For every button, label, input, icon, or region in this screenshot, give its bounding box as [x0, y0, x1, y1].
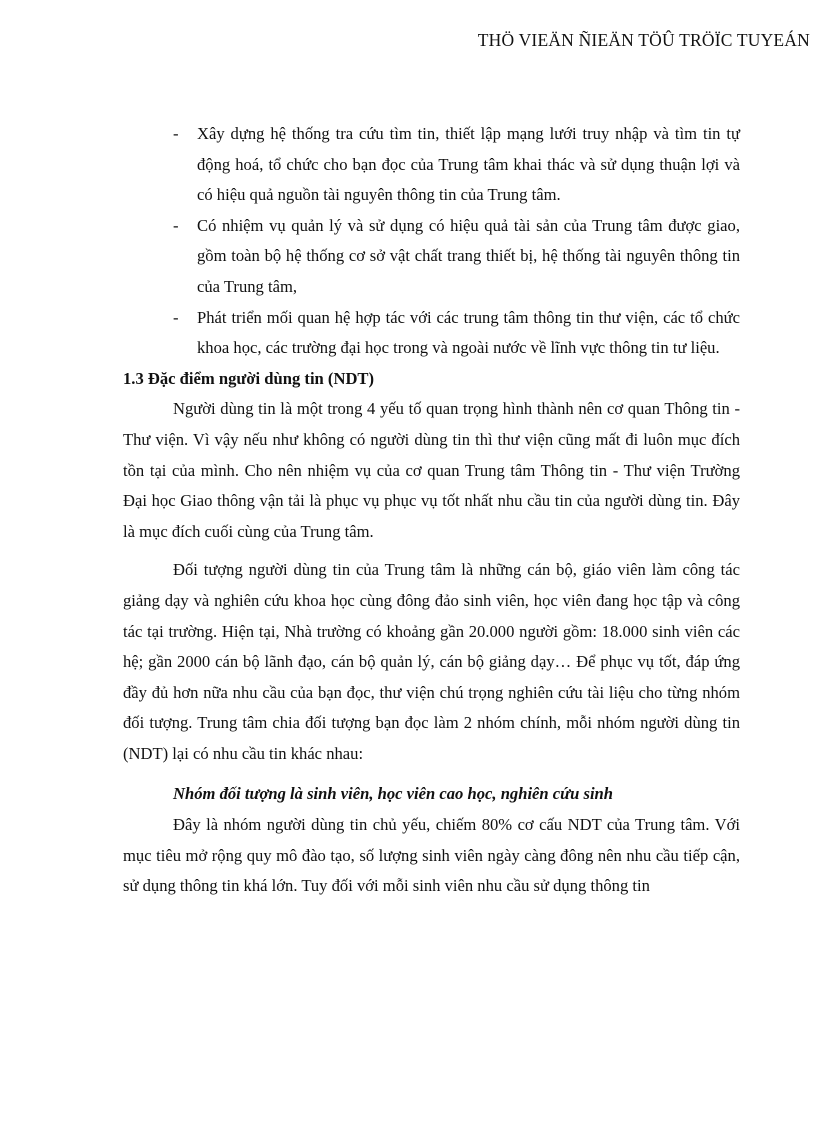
document-body: [123, 119, 740, 902]
bullet-item: [123, 303, 740, 364]
body-paragraph: Đối tượng người dùng tin của Trung tâm là những cán bộ, giáo viên làm công tác giảng dạy và nghiên cứu khoa học cùng đông đảo sinh viên, học viên đang học tập và công tác tại trường. Hiện tại, Nhà trường có khoảng gần 20.000 người gồm: 18.000 sinh viên các hệ; gần 2000 cán bộ lãnh đạo, cán bộ quản lý, cán bộ giảng dạy… Để phục vụ tốt, đáp ứng đầy đủ hơn nữa nhu cầu của bạn đọc, thư viện chú trọng nghiên cứu tài liệu cho từng nhóm đối tượng. Trung tâm chia đối tượng bạn đọc làm 2 nhóm chính, mỗi nhóm người dùng tin (NDT) lại có nhu cầu tin khác nhau:: [123, 560, 740, 763]
bullet-item: [123, 211, 740, 303]
bullet-text: Phát triển mối quan hệ hợp tác với các trung tâm thông tin thư viện, các tổ chức khoa học, các trường đại học trong và ngoài nước về lĩnh vực thông tin tư liệu.: [197, 307, 740, 358]
group-subheading: Nhóm đối tượng là sinh viên, học viên cao học, nghiên cứu sinh: [173, 784, 614, 804]
bullet-item: [123, 119, 740, 211]
bullet-marker: -: [173, 124, 179, 143]
page-header-title: THÖ VIEÄN ÑIEÄN TÖÛ TRÖÏC TUYEÁN: [477, 30, 810, 50]
body-paragraph: Người dùng tin là một trong 4 yếu tố quan trọng hình thành nên cơ quan Thông tin - Thư viện. Vì vậy nếu như không có người dùng tin thì thư viện cũng mất đi luôn mục đích tồn tại của mình. Cho nên nhiệm vụ của cơ quan Trung tâm Thông tin - Thư viện Trường Đại học Giao thông vận tải là phục vụ phục vụ tốt nhất nhu cầu tin của người dùng tin. Đây là mục đích cuối cùng của Trung tâm.: [123, 399, 740, 541]
section-heading: 1.3 Đặc điểm người dùng tin (NDT): [123, 368, 375, 388]
bullet-text: Có nhiệm vụ quản lý và sử dụng có hiệu quả tài sản của Trung tâm được giao, gồm toàn bộ hệ thống cơ sở vật chất trang thiết bị, hệ thống tài nguyên thông tin của Trung tâm,: [197, 215, 740, 296]
bullet-marker: -: [173, 307, 179, 327]
bullet-text: Xây dựng hệ thống tra cứu tìm tin, thiết lập mạng lưới truy nhập và tìm tin tự động hoá, tổ chức cho bạn đọc của Trung tâm khai thác và sử dụng thuận lợi và có hiệu quả nguồn tài nguyên thông tin của Trung tâm.: [197, 124, 740, 205]
bullet-marker: -: [173, 215, 179, 235]
body-paragraph: Đây là nhóm người dùng tin chủ yếu, chiếm 80% cơ cấu NDT của Trung tâm. Với mục tiêu mở rộng quy mô đào tạo, số lượng sinh viên ngày càng đông nên nhu cầu tiếp cận, sử dụng thông tin khá lớn. Tuy đối với mỗi sinh viên nhu cầu sử dụng thông tin: [123, 815, 740, 896]
